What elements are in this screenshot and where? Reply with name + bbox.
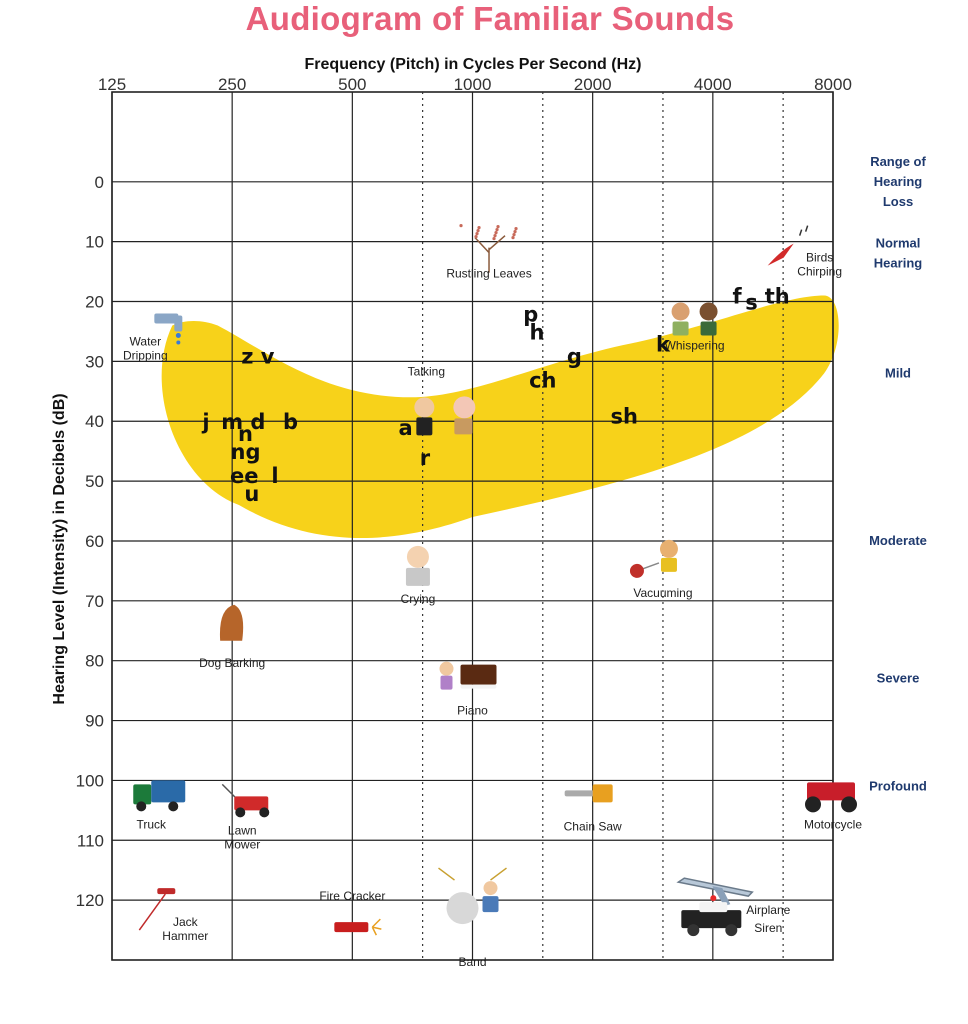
x-axis-label: Frequency (Pitch) in Cycles Per Second (Hz) [304,56,642,73]
hearing-loss-range-label: Severe [876,670,920,686]
x-tick-label: 250 [217,75,247,94]
sound-jack-hammer [139,888,208,943]
y-axis-label: Hearing Level (Intensity) in Decibels (dB) [51,393,68,705]
police-car-icon [681,895,741,936]
x-tick-label: 125 [97,75,127,94]
sound-label: Fire Cracker [319,889,386,904]
sound-label: Jack Hammer [162,915,209,944]
y-tick-label: 120 [75,891,104,911]
speech-sound-label: m [221,410,244,435]
piano-icon [440,662,497,690]
hearing-loss-range-label: Range of Hearing Loss [870,153,926,209]
sound-label: Crying [400,591,436,606]
hearing-loss-range-label: Normal Hearing [873,235,923,271]
sound-lawn-mower [222,784,269,851]
tree-icon [459,224,517,273]
hearing-loss-range-label: Mild [885,365,911,381]
speech-sound-label: l [271,464,279,489]
firecracker-icon [334,919,381,935]
sound-label: Band [458,955,487,970]
jackhammer-icon [139,888,175,930]
hearing-loss-range-label: Moderate [869,532,927,548]
speech-sound-label: u [244,482,260,507]
sound-label: Airplane [746,903,791,918]
sound-label: Vacuuming [633,585,693,600]
sound-rustling-leaves [446,224,531,281]
sound-truck [133,780,185,831]
sound-vacuuming [630,540,693,600]
y-tick-label: 90 [85,711,104,731]
x-tick-label: 1000 [453,75,492,94]
sound-label: Water Dripping [122,334,168,363]
y-tick-label: 70 [85,591,104,611]
truck-icon [133,780,185,811]
y-tick-label: 80 [85,651,104,671]
speech-sound-label: th [764,284,790,309]
y-tick-label: 20 [85,292,104,312]
sound-label: Siren [754,921,783,936]
y-tick-label: 40 [85,412,104,432]
x-tick-label: 8000 [814,75,852,94]
sound-label: Piano [457,703,488,718]
y-tick-label: 60 [85,531,104,551]
sound-crying [401,546,436,606]
sound-label: Talking [407,364,446,379]
x-tick-label: 2000 [573,75,612,94]
speech-sound-label: b [282,410,299,435]
x-tick-label: 500 [338,75,367,94]
motorcycle-icon [805,782,857,812]
lawn-mower-icon [222,784,269,817]
y-tick-label: 100 [75,771,104,791]
sound-label: Motorcycle [803,817,863,832]
chainsaw-icon [565,784,613,802]
hearing-loss-range-label: Profound [869,778,927,794]
y-tick-label: 30 [85,352,104,372]
sound-label: Lawn Mower [224,823,261,852]
speech-sound-label: sh [610,404,639,429]
speech-sound-label: a [398,416,413,441]
speech-sound-label: ee [229,464,259,489]
chart-title: Audiogram of Familiar Sounds [245,0,735,37]
x-tick-label: 4000 [693,75,732,94]
speech-sound-label: r [419,446,431,471]
speech-sound-label: f [732,284,742,309]
speech-sound-label: ng [230,440,261,465]
vacuum-icon [630,540,678,578]
speech-sound-label: h [529,320,545,345]
speech-sound-label: k [655,332,670,357]
sound-label: Chain Saw [563,819,622,834]
y-tick-label: 110 [76,831,104,851]
y-tick-label: 50 [85,472,104,492]
speech-sound-label: p [523,302,539,327]
speech-sound-label: j [202,410,210,435]
speech-sound-label: z v [241,344,275,369]
sound-label: Rustling Leaves [446,266,532,281]
speech-sound-label: n [238,422,253,447]
sound-label: Truck [136,817,167,832]
sound-label: Dog Barking [199,655,266,670]
crying-baby-icon [406,546,430,586]
y-tick-label: 10 [85,232,104,252]
sound-birds-chirping [768,226,842,279]
speech-sound-label: g [566,344,582,369]
speech-sound-label: s [745,290,758,315]
y-tick-label: 0 [94,172,104,192]
sound-label: Whispering [664,338,725,353]
sound-label: Birds Chirping [797,250,843,279]
speech-sound-label: d [250,410,266,435]
airplane-icon [678,878,752,906]
speech-sound-label: ch [529,368,557,393]
dog-icon [220,605,243,641]
sound-piano [440,662,497,718]
sound-dog-barking [199,605,265,670]
bird-icon [768,226,808,266]
